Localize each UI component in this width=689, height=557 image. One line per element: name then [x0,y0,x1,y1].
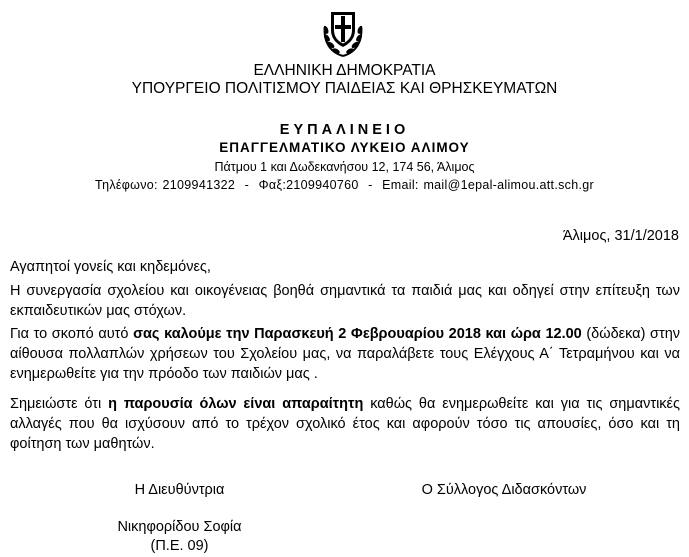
signature-director-name: Νικηφορίδου Σοφία [117,519,242,535]
greeting: Αγαπητοί γονείς και κηδεμόνες, [10,259,211,275]
paragraph-2-start: Για το σκοπό αυτό [10,326,134,342]
greek-emblem-icon [321,6,365,58]
paragraph-2 [10,324,680,384]
school-name: ΕΥΠΑΛΙΝΕΙΟ [279,122,410,138]
paragraph-3-bold: η παρουσία όλων είναι απαραίτητη [108,396,364,412]
paragraph-2-bold: σας καλούμε την Παρασκευή 2 Φεβρουαρίου 2018 και ώρα 12.00 [133,326,582,342]
paragraph-2-end: (δώδεκα) στην αίθουσα πολλαπλών χρήσεων του Σχολείου μας, να παραλάβετε τους Ελέγχους Α΄ Τετραμήνου και να ενημερωθείτε για την πρόοδο των παιδιών μας . [10,326,681,382]
paragraph-1: Η συνεργασία σχολείου και οικογένειας βοηθά σημαντικά τα παιδιά μας και οδηγεί στην επίτευξη των εκπαιδευτικών μας στόχων. [10,283,680,319]
school-address: Πάτμου 1 και Δωδεκανήσου 12, 174 56, Άλιμος [214,160,475,174]
school-type: ΕΠΑΓΓΕΛΜΑΤΙΚΟ ΛΥΚΕΙΟ ΑΛΙΜΟΥ [219,140,470,155]
country-name: ΕΛΛΗΝΙΚΗ ΔΗΜΟΚΡΑΤΙΑ [253,62,436,79]
letter-date: Άλιμος, 31/1/2018 [562,228,679,244]
signature-director-title: Η Διευθύντρια [134,482,225,498]
school-contact: Τηλέφωνο: 2109941322 - Φαξ:2109940760 - Email: mail@1epal-alimou.att.sch.gr [95,178,594,192]
paragraph-3-start: Σημειώστε ότι [10,396,109,412]
signature-director-rank: (Π.Ε. 09) [150,538,209,554]
paragraph-3-end: καθώς θα ενημερωθείτε και για τις σημαντικές αλλαγές που θα ισχύσουν από το τρέχον σχολικό έτος και αφορούν τόσο τις απουσίες, όσο και τη φοίτηση των μαθητών. [10,396,680,452]
ministry-name: ΥΠΟΥΡΓΕΙΟ ΠΟΛΙΤΙΣΜΟΥ ΠΑΙΔΕΙΑΣ ΚΑΙ ΘΡΗΣΚΕΥΜΑΤΩΝ [131,80,558,97]
signature-teachers-title: Ο Σύλλογος Διδασκόντων [421,482,587,498]
paragraph-3 [10,394,680,454]
